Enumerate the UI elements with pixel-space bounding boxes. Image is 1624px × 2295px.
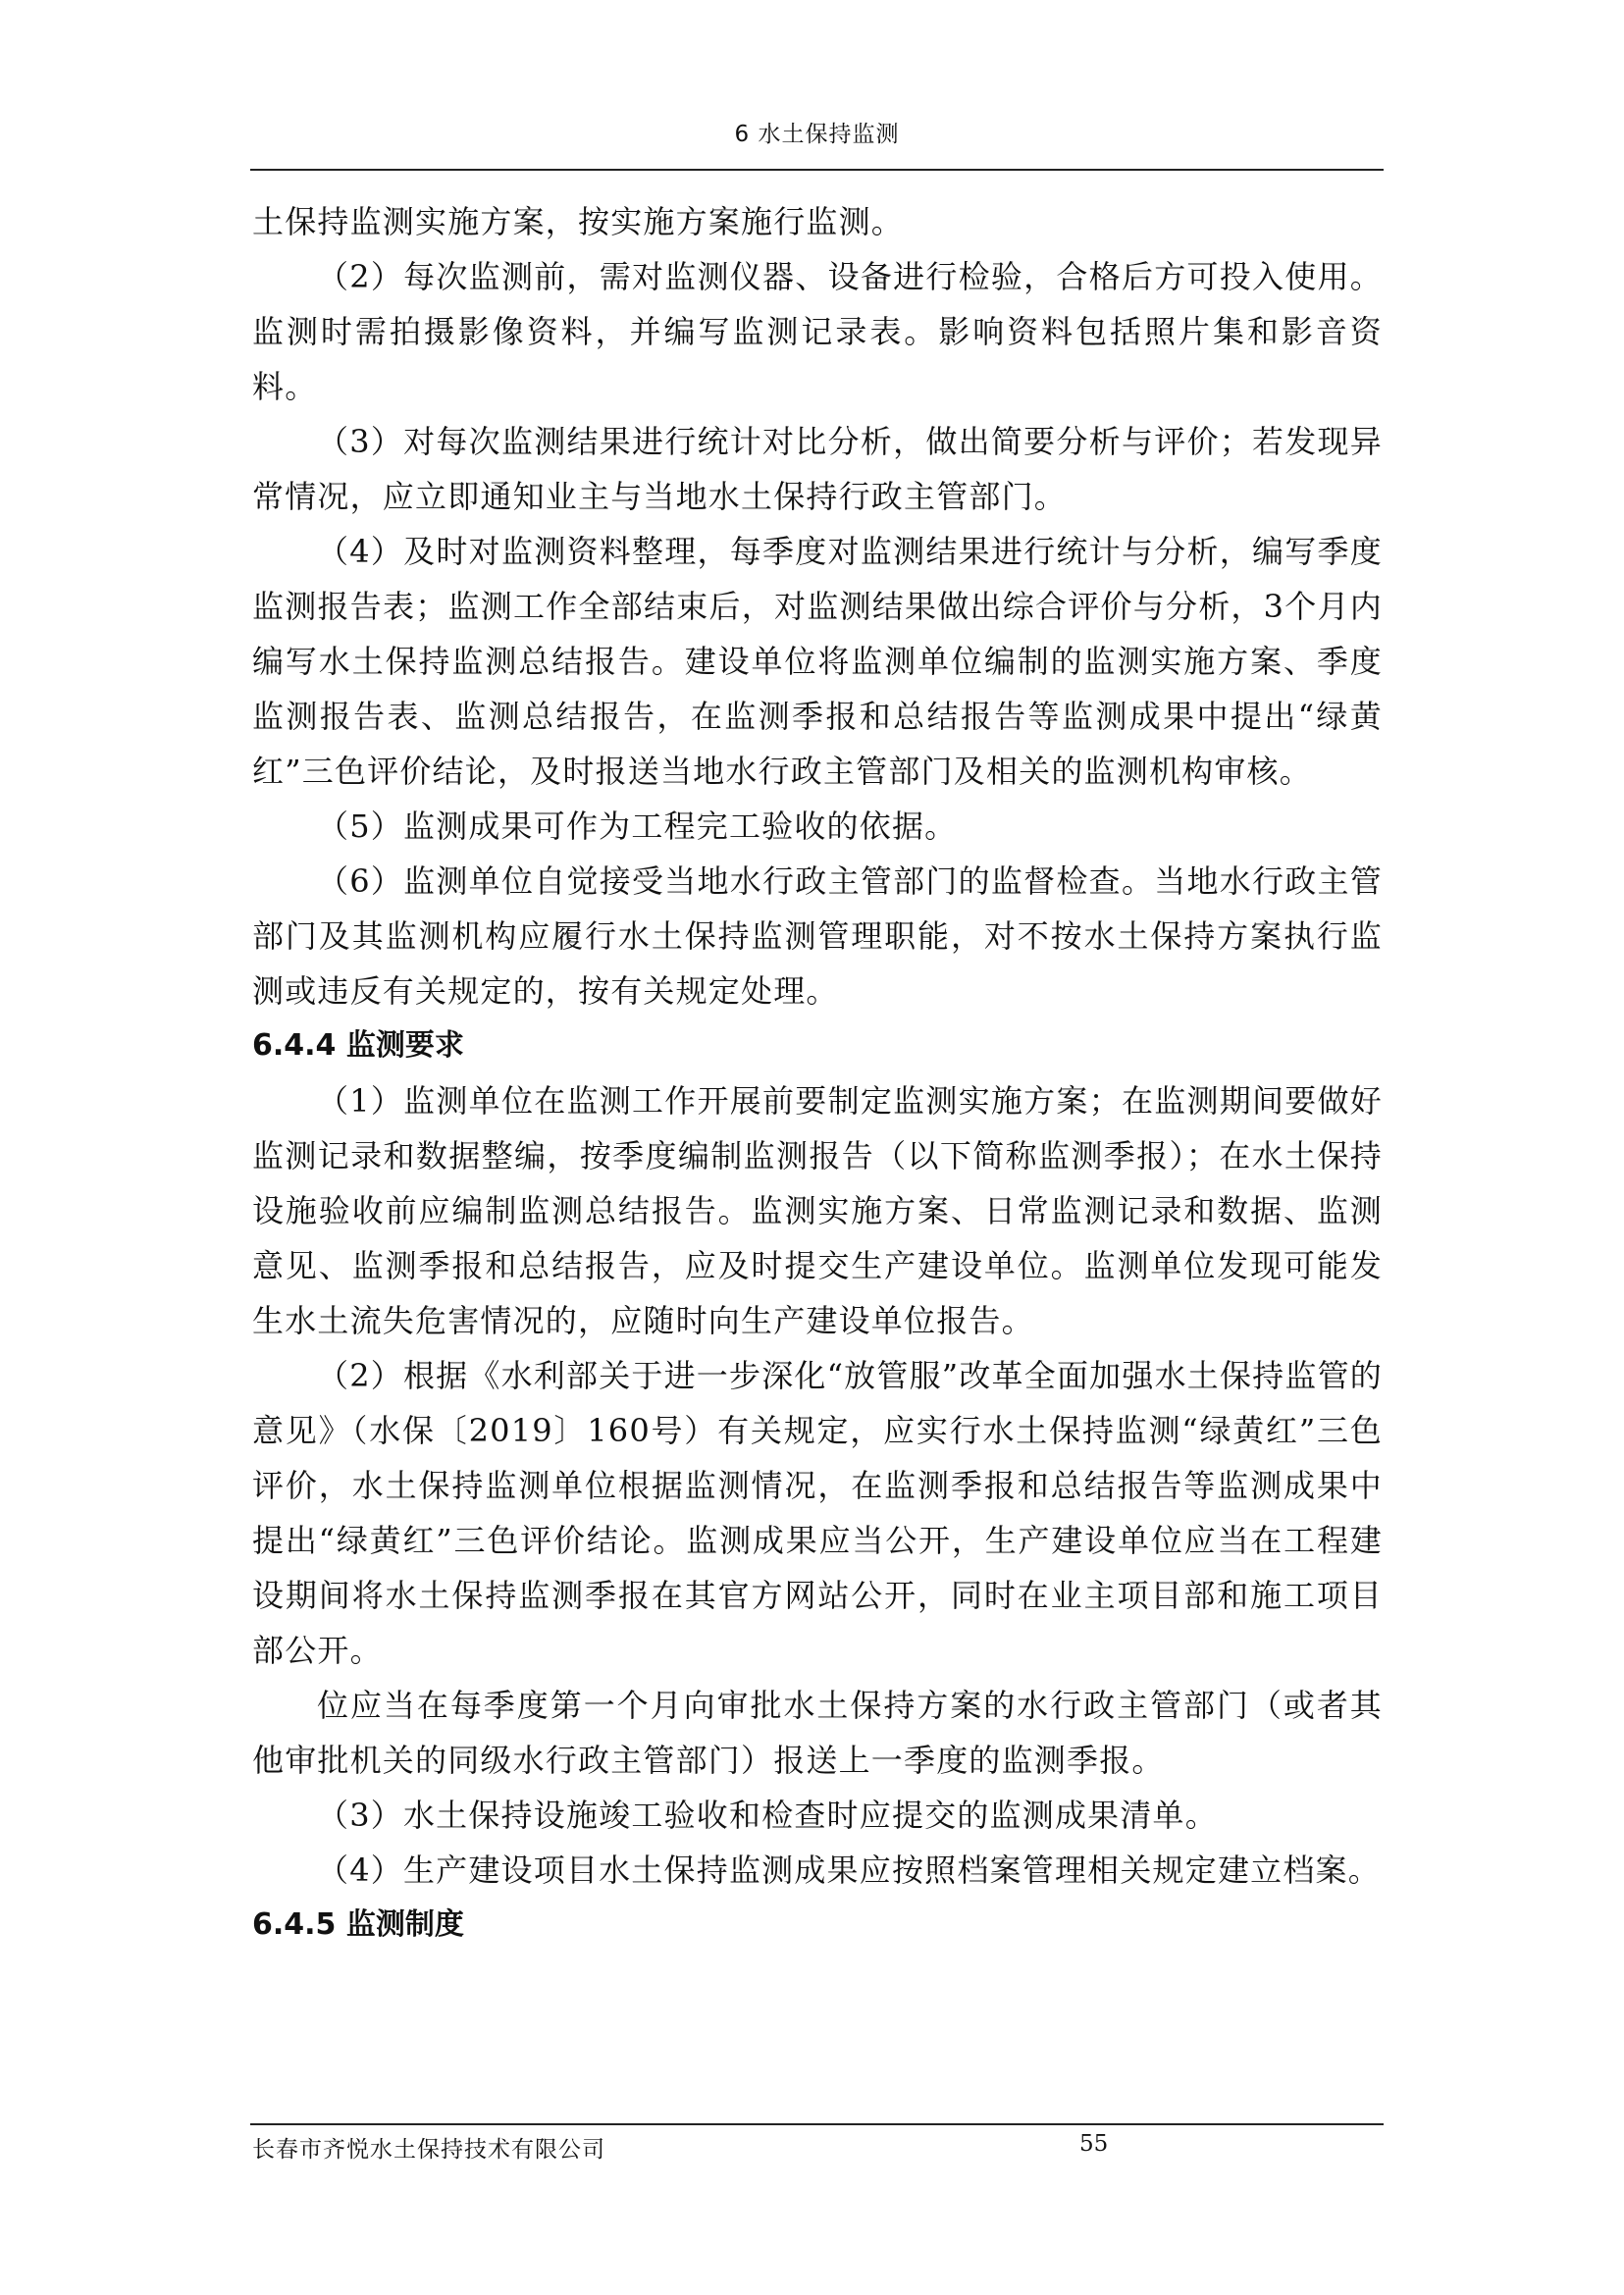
paragraph: （5）监测成果可作为工程完工验收的依据。 <box>317 808 958 845</box>
paragraph: （4）及时对监测资料整理，每季度对监测结果进行统计与分析，编写季度监测报告表；监测工作全部结束后，对监测结果做出综合评价与分析，3个月内编写水土保持监测总结报告。建设单位将监测单位编制的监测实施方案、季度监测报告表、监测总结报告，在监测季报和总结报告等监测成果中提出“绿黄红”三色评价结论，及时报送当地水行政主管部门及相关的监测机构审核。 <box>252 533 1383 790</box>
paragraph: （3）水土保持设施竣工验收和检查时应提交的监测成果清单。 <box>317 1797 1218 1834</box>
paragraph: 土保持监测实施方案，按实施方案施行监测。 <box>252 203 905 240</box>
page-header <box>250 108 1384 171</box>
paragraph: （1）监测单位在监测工作开展前要制定监测实施方案；在监测期间要做好监测记录和数据整编，按季度编制监测报告（以下简称监测季报）；在水土保持设施验收前应编制监测总结报告。监测实施方案、日常监测记录和数据、监测意见、监测季报和总结报告，应及时提交生产建设单位。监测单位发现可能发生水土流失危害情况的，应随时向生产建设单位报告。 <box>252 1082 1383 1339</box>
section-heading-644: 6.4.4 监测要求 <box>252 1028 464 1063</box>
paragraph: （4）生产建设项目水土保持监测成果应按照档案管理相关规定建立档案。 <box>317 1852 1381 1889</box>
paragraph: 位应当在每季度第一个月向审批水土保持方案的水行政主管部门（或者其他审批机关的同级水行政主管部门）报送上一季度的监测季报。 <box>252 1687 1383 1779</box>
page-footer <box>250 2123 1384 2163</box>
section-heading-645: 6.4.5 监测制度 <box>252 1907 464 1942</box>
paragraph: （3）对每次监测结果进行统计对比分析，做出简要分析与评价；若发现异常情况，应立即通知业主与当地水土保持行政主管部门。 <box>252 423 1383 515</box>
page-number: 55 <box>1079 2131 1109 2157</box>
document-body <box>252 194 1383 1953</box>
footer-company: 长春市齐悦水土保持技术有限公司 <box>252 2137 605 2163</box>
paragraph: （2）每次监测前，需对监测仪器、设备进行检验，合格后方可投入使用。监测时需拍摄影像资料，并编写监测记录表。影响资料包括照片集和影音资料。 <box>252 258 1383 405</box>
paragraph: （2）根据《水利部关于进一步深化“放管服”改革全面加强水土保持监管的意见》（水保〔2019〕160号）有关规定，应实行水土保持监测“绿黄红”三色评价，水土保持监测单位根据监测情况，在监测季报和总结报告等监测成果中提出“绿黄红”三色评价结论。监测成果应当公开，生产建设单位应当在工程建设期间将水土保持监测季报在其官方网站公开，同时在业主项目部和施工项目部公开。 <box>252 1357 1383 1669</box>
paragraph: （6）监测单位自觉接受当地水行政主管部门的监督检查。当地水行政主管部门及其监测机构应履行水土保持监测管理职能，对不按水土保持方案执行监测或违反有关规定的，按有关规定处理。 <box>252 862 1383 1010</box>
header-title: 6 水土保持监测 <box>734 122 900 147</box>
